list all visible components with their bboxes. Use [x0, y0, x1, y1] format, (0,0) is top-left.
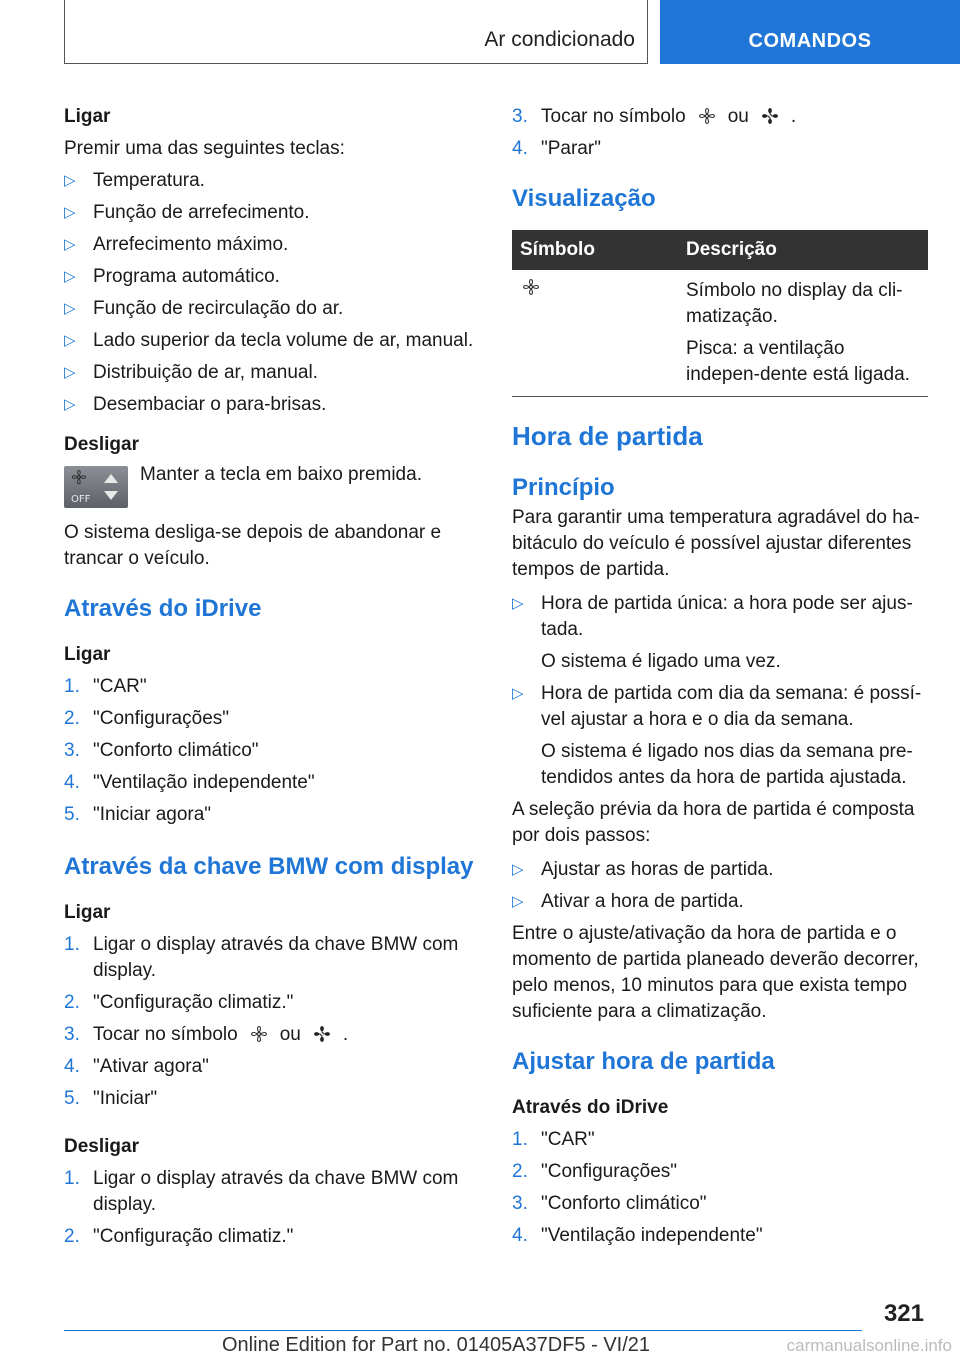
fan-off-icon	[311, 1025, 333, 1043]
triangle-bullet-icon: ▷	[512, 893, 524, 910]
table-row	[512, 270, 928, 397]
ajustar-steps	[512, 1127, 928, 1249]
list-item: 1. "CAR"	[64, 676, 147, 697]
ajustar-heading: Ajustar hora de partida	[512, 1048, 775, 1075]
watermark: carmanualsonline.info	[786, 1336, 952, 1355]
footer-divider	[64, 1330, 862, 1331]
svg-text:OFF: OFF	[71, 494, 91, 505]
visualizacao-heading: Visualização	[512, 185, 656, 212]
edition-text: Online Edition for Part no. 01405A37DF5 - VI/21	[222, 1334, 651, 1356]
table-header-simbolo: Símbolo	[512, 230, 678, 270]
fan-icon	[248, 1025, 270, 1043]
symbol-table	[512, 230, 928, 397]
list-item: ▷ Função de arrefecimento.	[64, 200, 474, 226]
key-ligar-label: Ligar	[64, 902, 111, 923]
principio-heading: Princípio	[512, 474, 615, 501]
fan-icon	[520, 278, 542, 296]
list-item: 5. "Iniciar"	[64, 1088, 158, 1109]
list-item: 3. "Conforto climático"	[512, 1193, 707, 1214]
triangle-bullet-icon: ▷	[512, 595, 524, 612]
section-title: Ar condicionado	[484, 28, 635, 51]
list-item: ▷ Lado superior da tecla volume de ar, manual.	[64, 328, 474, 354]
parar-steps	[512, 104, 928, 162]
list-item: 4. "Ventilação independente"	[64, 772, 315, 793]
list-item: 2. "Configurações"	[512, 1161, 678, 1182]
idrive-ligar-label: Ligar	[64, 644, 111, 665]
entre-text: Entre o ajuste/ativação da hora de partida e o momento de partida planeado deverão decorrer, pelo menos, 10 minutos para que exista tempo suficiente para a climatização.	[512, 923, 919, 1022]
key-off-steps	[64, 1166, 474, 1250]
list-item: 1. Ligar o display através da chave BMW com display.	[64, 934, 459, 981]
selecao-list	[512, 857, 928, 915]
desligar-note: O sistema desliga-se depois de abandonar e trancar o veículo.	[64, 522, 442, 569]
triangle-bullet-icon: ▷	[512, 861, 524, 878]
key-steps	[64, 932, 474, 1112]
ajustar-label: Através do iDrive	[512, 1097, 669, 1118]
off-key-row	[64, 462, 474, 516]
list-item: ▷ Ajustar as horas de partida.	[512, 857, 928, 883]
ligar-intro: Premir uma das seguintes teclas:	[64, 138, 345, 159]
off-key-text: Manter a tecla em baixo premida.	[140, 464, 422, 485]
key-heading: Através da chave BMW com display	[64, 853, 474, 880]
list-item: 2. "Configuração climatiz."	[64, 992, 294, 1013]
list-item: 4. "Ventilação independente"	[512, 1225, 763, 1246]
triangle-bullet-icon: ▷	[64, 332, 76, 349]
left-column	[64, 100, 474, 1256]
list-item: 1. Ligar o display através da chave BMW com display.	[64, 1168, 459, 1215]
idrive-steps	[64, 674, 474, 828]
list-item: ▷ Função de recirculação do ar.	[64, 296, 474, 322]
list-item: ▷ Ativar a hora de partida.	[512, 889, 928, 915]
triangle-bullet-icon: ▷	[64, 364, 76, 381]
header-frame	[64, 0, 648, 64]
table-desc-1: Símbolo no display da cli-matização.	[686, 280, 903, 327]
triangle-bullet-icon: ▷	[64, 236, 76, 253]
triangle-bullet-icon: ▷	[64, 396, 76, 413]
desligar-label: Desligar	[64, 434, 139, 455]
principio-text: Para garantir uma temperatura agradável do ha-bitáculo do veículo é possível ajustar diferentes tempos de partida.	[512, 507, 920, 580]
list-item: 4. "Ativar agora"	[64, 1056, 209, 1077]
triangle-bullet-icon: ▷	[64, 300, 76, 317]
hora-heading: Hora de partida	[512, 421, 703, 451]
ligar-label: Ligar	[64, 106, 111, 127]
key-desligar-label: Desligar	[64, 1136, 139, 1157]
principio-list	[512, 591, 928, 791]
triangle-bullet-icon: ▷	[512, 685, 524, 702]
list-item: ▷ Temperatura.	[64, 168, 474, 194]
table-desc-2: Pisca: a ventilação indepen-dente está ligada.	[686, 338, 910, 385]
list-item: 3. "Conforto climático"	[64, 740, 259, 761]
triangle-bullet-icon: ▷	[64, 204, 76, 221]
right-column	[512, 100, 928, 1255]
selecao-text: A seleção prévia da hora de partida é composta por dois passos:	[512, 799, 915, 846]
list-item: 4. "Parar"	[512, 138, 601, 159]
list-item: 2. "Configuração climatiz."	[64, 1226, 294, 1247]
ligar-list	[64, 168, 474, 418]
page-number: 321	[883, 1300, 924, 1327]
triangle-bullet-icon: ▷	[64, 268, 76, 285]
fan-off-key-icon	[64, 466, 128, 508]
fan-icon	[696, 107, 718, 125]
fan-off-icon	[759, 107, 781, 125]
list-item: ▷ Distribuição de ar, manual.	[64, 360, 474, 386]
triangle-bullet-icon: ▷	[64, 172, 76, 189]
chapter-tab[interactable]: COMANDOS	[660, 0, 960, 64]
table-header-descricao: Descrição	[678, 230, 928, 270]
list-item: ▷ Hora de partida única: a hora pode ser ajus-tada. O sistema é ligado uma vez.	[512, 593, 913, 672]
list-item: ▷ Desembaciar o para-brisas.	[64, 392, 474, 418]
list-item: 3. Tocar no símbolo ou .	[512, 106, 797, 127]
list-item: 3. Tocar no símbolo ou .	[64, 1024, 349, 1045]
list-item: 2. "Configurações"	[64, 708, 230, 729]
list-item: 1. "CAR"	[512, 1129, 595, 1150]
idrive-heading: Através do iDrive	[64, 595, 262, 622]
list-item: ▷ Arrefecimento máximo.	[64, 232, 474, 258]
list-item: ▷ Programa automático.	[64, 264, 474, 290]
list-item: ▷ Hora de partida com dia da semana: é possí-vel ajustar a hora e o dia da semana. O sistema é ligado nos dias da semana pre-tendidos antes da hora de partida ajustada.	[512, 683, 922, 788]
list-item: 5. "Iniciar agora"	[64, 804, 212, 825]
